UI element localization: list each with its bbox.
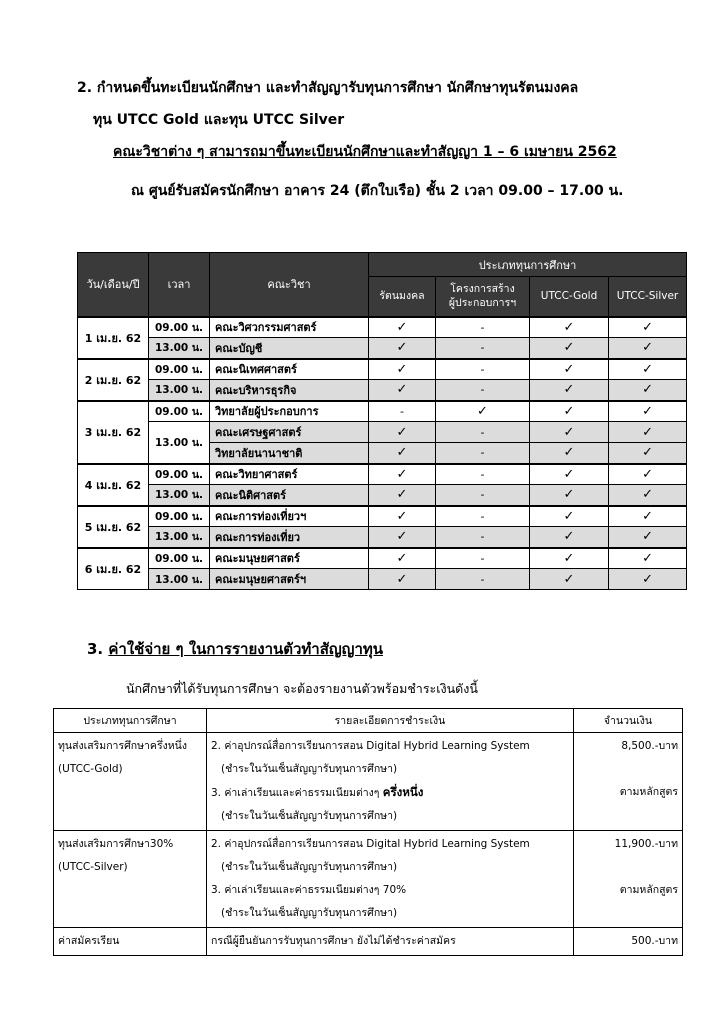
check-mark: ✓	[530, 317, 609, 338]
fee-detail-note: (ชำระในวันเซ็นสัญญารับทุนการศึกษา)	[221, 763, 398, 775]
time-cell: 09.00 น.	[149, 317, 210, 338]
check-mark: ✓	[369, 548, 436, 569]
fee-type-label: ทุนส่งเสริมการศึกษาครึ่งหนึ่ง	[58, 740, 187, 752]
check-mark: ✓	[609, 485, 687, 506]
check-mark: ✓	[369, 380, 436, 401]
dash-mark: -	[436, 548, 530, 569]
fee-row-application	[54, 928, 683, 956]
fee-amount: ตามหลักสูตร	[619, 786, 678, 798]
fee-detail-note: (ชำระในวันเซ็นสัญญารับทุนการศึกษา)	[221, 810, 398, 822]
header-scholarship-type: ประเภททุนการศึกษา	[369, 253, 687, 277]
dash-mark: -	[436, 338, 530, 359]
table-row	[78, 506, 687, 527]
fees-table	[53, 708, 683, 956]
check-mark: ✓	[369, 359, 436, 380]
fee-amount: ตามหลักสูตร	[619, 884, 678, 896]
check-mark: ✓	[369, 338, 436, 359]
dash-mark: -	[436, 422, 530, 443]
faculty-cell: คณะมนุษยศาสตร์	[210, 548, 369, 569]
table-row	[78, 464, 687, 485]
table-row	[78, 485, 687, 506]
check-mark: ✓	[530, 422, 609, 443]
section-3-heading	[87, 637, 383, 661]
schedule-table	[77, 252, 687, 590]
time-cell: 09.00 น.	[149, 464, 210, 485]
header-utcc-gold: UTCC-Gold	[530, 277, 609, 317]
dash-mark: -	[436, 359, 530, 380]
fee-amount: 11,900.-บาท	[614, 838, 678, 850]
check-mark: ✓	[609, 422, 687, 443]
check-mark: ✓	[530, 443, 609, 464]
check-mark: ✓	[530, 485, 609, 506]
fee-detail-prefix: 3. ค่าเล่าเรียนและค่าธรรมเนียมต่างๆ	[211, 787, 383, 799]
fee-detail-item: 2. ค่าอุปกรณ์สื่อการเรียนการสอน Digital Hybrid Learning System	[211, 740, 530, 752]
fee-amount: 500.-บาท	[631, 935, 678, 947]
table-row	[78, 527, 687, 548]
fee-detail-item: กรณีผู้ยืนยันการรับทุนการศึกษา ยังไม่ได้ชำระค่าสมัคร	[211, 935, 456, 947]
header-entrepreneur-project	[436, 277, 530, 317]
check-mark: ✓	[369, 527, 436, 548]
check-mark: ✓	[530, 338, 609, 359]
fee-detail-item	[211, 781, 569, 805]
dash-mark: -	[436, 569, 530, 590]
faculty-cell: วิทยาลัยนานาชาติ	[210, 443, 369, 464]
fee-detail-note: (ชำระในวันเซ็นสัญญารับทุนการศึกษา)	[221, 907, 398, 919]
check-mark: ✓	[609, 464, 687, 485]
check-mark: ✓	[369, 569, 436, 590]
header-entrepreneur-line2: ผู้ประกอบการฯ	[448, 297, 517, 310]
time-cell: 13.00 น.	[149, 338, 210, 359]
fee-type-label: ทุนส่งเสริมการศึกษา30%	[58, 838, 174, 850]
fee-detail-emphasis: ครึ่งหนึ่ง	[382, 785, 424, 799]
check-mark: ✓	[530, 569, 609, 590]
check-mark: ✓	[609, 338, 687, 359]
date-cell: 6 เม.ย. 62	[78, 548, 149, 590]
fee-row-gold	[54, 733, 683, 831]
check-mark: ✓	[369, 443, 436, 464]
check-mark: ✓	[530, 359, 609, 380]
check-mark: ✓	[530, 527, 609, 548]
dash-mark: -	[436, 380, 530, 401]
check-mark: ✓	[369, 485, 436, 506]
faculty-cell: คณะวิศวกรรมศาสตร์	[210, 317, 369, 338]
faculty-cell: วิทยาลัยผู้ประกอบการ	[210, 401, 369, 422]
section-3-intro: นักศึกษาที่ได้รับทุนการศึกษา จะต้องรายงานตัวพร้อมชำระเงินดังนี้	[126, 681, 478, 696]
dash-mark: -	[436, 506, 530, 527]
check-mark: ✓	[436, 401, 530, 422]
fees-header-detail: รายละเอียดการชำระเงิน	[207, 709, 574, 733]
check-mark: ✓	[609, 569, 687, 590]
time-cell: 09.00 น.	[149, 401, 210, 422]
faculty-cell: คณะนิเทศศาสตร์	[210, 359, 369, 380]
dash-mark: -	[436, 464, 530, 485]
header-date: วัน/เดือน/ปี	[78, 253, 149, 317]
header-faculty: คณะวิชา	[210, 253, 369, 317]
section-3-title: ค่าใช้จ่าย ๆ ในการรายงานตัวทำสัญญาทุน	[108, 640, 384, 658]
fee-amount: 8,500.-บาท	[621, 740, 678, 752]
fees-header-type: ประเภททุนการศึกษา	[54, 709, 207, 733]
table-row	[78, 317, 687, 338]
check-mark: ✓	[609, 527, 687, 548]
check-mark: ✓	[609, 443, 687, 464]
check-mark: ✓	[609, 380, 687, 401]
table-row	[78, 569, 687, 590]
table-row	[78, 548, 687, 569]
faculty-cell: คณะเศรษฐศาสตร์	[210, 422, 369, 443]
date-cell: 2 เม.ย. 62	[78, 359, 149, 401]
faculty-cell: คณะนิติศาสตร์	[210, 485, 369, 506]
date-cell: 5 เม.ย. 62	[78, 506, 149, 548]
header-rattanamongkol: รัตนมงคล	[369, 277, 436, 317]
heading-line-2: ทุน UTCC Gold และทุน UTCC Silver	[93, 112, 345, 128]
dash-mark: -	[436, 317, 530, 338]
table-row	[78, 338, 687, 359]
time-cell: 13.00 น.	[149, 380, 210, 401]
check-mark: ✓	[369, 317, 436, 338]
fee-type-sublabel: (UTCC-Silver)	[58, 861, 128, 873]
fees-header-amount: จำนวนเงิน	[574, 709, 683, 733]
table-row	[78, 422, 687, 443]
date-cell: 1 เม.ย. 62	[78, 317, 149, 359]
check-mark: ✓	[369, 506, 436, 527]
date-cell: 4 เม.ย. 62	[78, 464, 149, 506]
header-utcc-silver: UTCC-Silver	[609, 277, 687, 317]
faculty-cell: คณะการท่องเที่ยว	[210, 527, 369, 548]
faculty-cell: คณะการท่องเที่ยวฯ	[210, 506, 369, 527]
heading-line-3: คณะวิชาต่าง ๆ สามารถมาขึ้นทะเบียนนักศึกษาและทำสัญญา 1 – 6 เมษายน 2562	[113, 144, 617, 160]
faculty-cell: คณะวิทยาศาสตร์	[210, 464, 369, 485]
time-cell: 09.00 น.	[149, 359, 210, 380]
fee-detail-note: (ชำระในวันเซ็นสัญญารับทุนการศึกษา)	[221, 861, 398, 873]
check-mark: ✓	[609, 506, 687, 527]
header-time: เวลา	[149, 253, 210, 317]
check-mark: ✓	[609, 317, 687, 338]
dash-mark: -	[436, 443, 530, 464]
check-mark: ✓	[369, 464, 436, 485]
fee-row-silver	[54, 831, 683, 928]
check-mark: ✓	[530, 401, 609, 422]
fee-type-sublabel: (UTCC-Gold)	[58, 763, 123, 775]
dash-mark: -	[436, 485, 530, 506]
heading-line-1: 2. กำหนดขึ้นทะเบียนนักศึกษา และทำสัญญารับทุนการศึกษา นักศึกษาทุนรัตนมงคล	[77, 80, 579, 96]
check-mark: ✓	[369, 422, 436, 443]
header-entrepreneur-line1: โครงการสร้าง	[450, 283, 515, 296]
check-mark: ✓	[530, 548, 609, 569]
time-cell: 09.00 น.	[149, 548, 210, 569]
date-cell: 3 เม.ย. 62	[78, 401, 149, 464]
check-mark: ✓	[530, 380, 609, 401]
section-3-number: 3.	[87, 640, 104, 658]
table-row	[78, 380, 687, 401]
time-cell: 09.00 น.	[149, 506, 210, 527]
table-row	[78, 401, 687, 422]
check-mark: ✓	[530, 506, 609, 527]
dash-mark: -	[436, 527, 530, 548]
fee-detail-item: 2. ค่าอุปกรณ์สื่อการเรียนการสอน Digital Hybrid Learning System	[211, 838, 530, 850]
time-cell: 13.00 น.	[149, 485, 210, 506]
fee-type-label: ค่าสมัครเรียน	[58, 935, 120, 947]
dash-mark: -	[369, 401, 436, 422]
faculty-cell: คณะบริหารธุรกิจ	[210, 380, 369, 401]
check-mark: ✓	[609, 548, 687, 569]
time-cell: 13.00 น.	[149, 422, 210, 464]
faculty-cell: คณะมนุษยศาสตร์ฯ	[210, 569, 369, 590]
faculty-cell: คณะบัญชี	[210, 338, 369, 359]
heading-line-4: ณ ศูนย์รับสมัครนักศึกษา อาคาร 24 (ตึกใบเรือ) ชั้น 2 เวลา 09.00 – 17.00 น.	[131, 183, 624, 199]
time-cell: 13.00 น.	[149, 569, 210, 590]
time-cell: 13.00 น.	[149, 527, 210, 548]
fee-detail-item: 3. ค่าเล่าเรียนและค่าธรรมเนียมต่างๆ 70%	[211, 884, 407, 896]
check-mark: ✓	[530, 464, 609, 485]
check-mark: ✓	[609, 401, 687, 422]
table-row	[78, 359, 687, 380]
check-mark: ✓	[609, 359, 687, 380]
